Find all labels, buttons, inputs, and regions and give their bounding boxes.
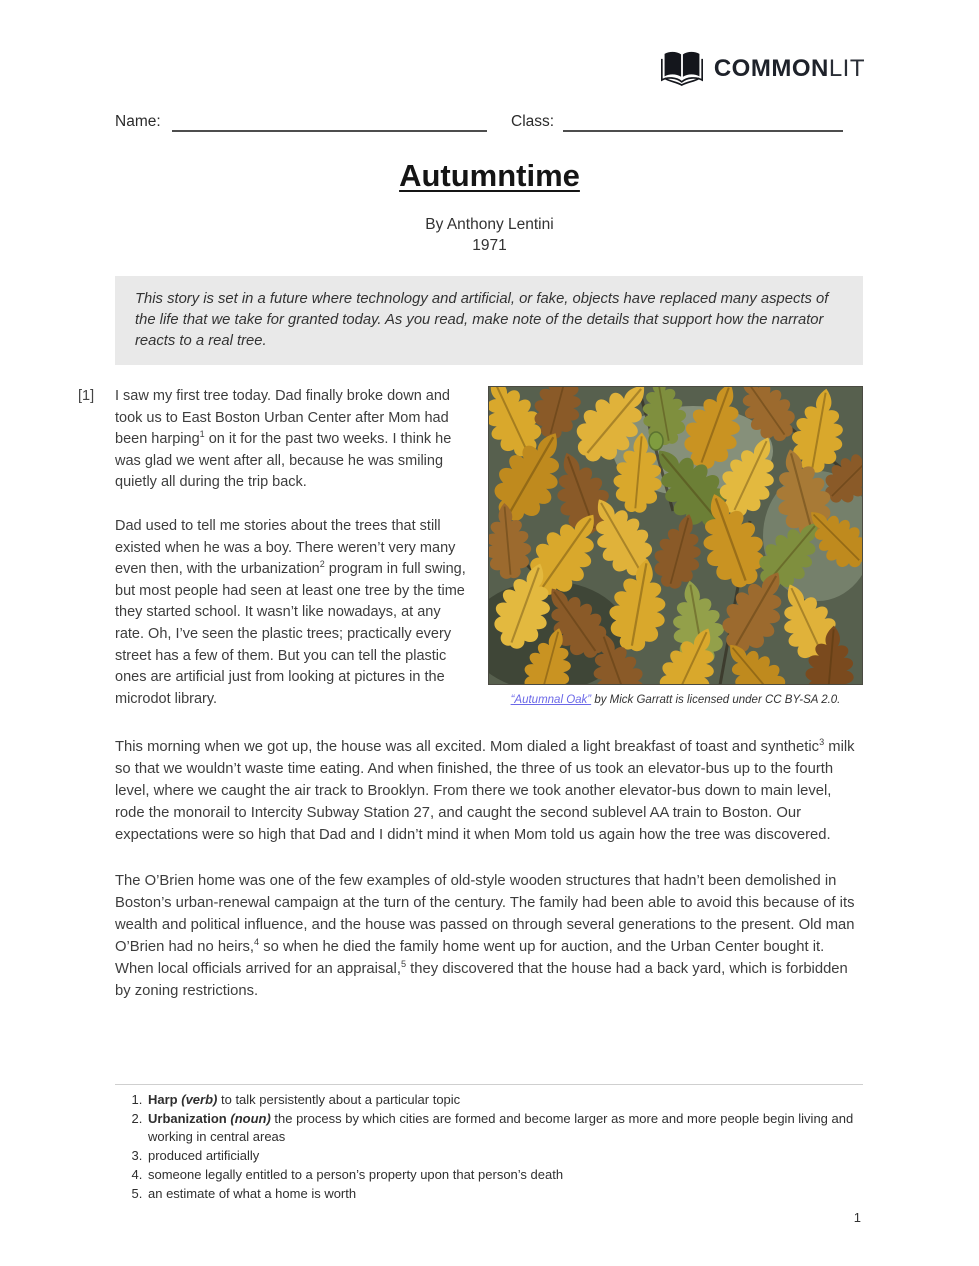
name-fill-line xyxy=(172,130,487,132)
class-label: Class: xyxy=(511,113,555,130)
passage-paragraph-3: This morning when we got up, the house was all excited. Mom dialed a light breakfast of toast and synthetic$^3$ milk so that we wouldn’t waste time eating. And when finished, the three of us took an elevator-bus up to the fourth level, where we caught the air track to Brooklyn. From there we took another elevator-bus down to main level, rode the monorail to Intercity Subway Station 27, and caught the second sublevel AA train to Boston. Our expectations were so high that Dad and I didn’t mind it when Mom told us again how the tree was discovered. xyxy=(115,737,855,843)
footnote-item: 2. Urbanization (noun) the process by which cities are formed and become larger as more and more people begin living and working in central areas xyxy=(146,1110,863,1147)
figure-caption xyxy=(488,694,863,706)
commonlit-logo xyxy=(660,50,865,88)
author-byline: By Anthony Lentini xyxy=(425,216,554,233)
passage-paragraph-1: I saw my first tree today. Dad finally broke down and took us to East Boston Urban Center after Mom had been harping$^1$ on it for the past two weeks. I think he was glad we went after all, because he was smiling quietly all during the trip back. xyxy=(115,388,452,491)
figure-block xyxy=(488,386,863,710)
footnote-item: 3. produced artificially xyxy=(146,1147,863,1166)
page-title: Autumntime xyxy=(399,158,580,193)
passage-columns xyxy=(115,386,863,710)
passage-paragraph-2: Dad used to tell me stories about the trees that still existed when he was a boy. There weren’t very many even then, with the urbanization$^2$ program in full swing, but most people had seen at least one tree by the time they started school. It wasn’t like nowadays, at any rate. Oh, I’ve seen the plastic trees; practically every street has a few of them. But you can tell the plastic ones are artificial just from looking at pictures in the microdot library. xyxy=(115,517,466,707)
brand-common: COMMON xyxy=(713,55,829,82)
footnotes-section xyxy=(118,1091,863,1203)
intro-context-box: This story is set in a future where technology and artificial, or fake, objects have replaced many aspects of the life that we take for granted today. As you read, make note of the details that support how the narrator reacts to a real tree. xyxy=(115,276,863,365)
brand-lit: LIT xyxy=(828,55,865,82)
class-fill-line xyxy=(563,130,843,132)
open-book-icon xyxy=(660,50,704,88)
passage-text-column xyxy=(115,386,470,710)
publication-year: 1971 xyxy=(472,237,507,254)
passage-paragraph-4: The O’Brien home was one of the few examples of old-style wooden structures that hadn’t been demolished in Boston’s urban-renewal campaign at the turn of the century. The family had been able to avoid this because of its wealth and political influence, and the house was passed on through several generations to the present. Old man O’Brien had no heirs,$^4$ so when he died the family home went up for auction, and the Urban Center bought it. When local officials arrived for an appraisal,$^5$ they discovered that the house had a back yard, which is forbidden by zoning restrictions. xyxy=(115,873,855,999)
autumn-oak-leaves-photo xyxy=(488,386,863,685)
caption-link[interactable]: “Autumnal Oak” xyxy=(510,694,592,706)
footnote-divider xyxy=(115,1084,863,1085)
name-label: Name: xyxy=(115,113,161,130)
caption-attribution: by Mick Garratt is licensed under CC BY-SA 2.0. xyxy=(591,694,841,706)
page-number: 1 xyxy=(853,1210,861,1225)
footnote-item: 5. an estimate of what a home is worth xyxy=(146,1185,863,1204)
brand-wordmark xyxy=(714,55,865,83)
footnote-item: 4. someone legally entitled to a person’s property upon that person’s death xyxy=(146,1166,863,1185)
paragraph-number-marker: [1] xyxy=(78,388,95,404)
footnote-item: 1. Harp (verb) to talk persistently about a particular topic xyxy=(146,1091,863,1110)
